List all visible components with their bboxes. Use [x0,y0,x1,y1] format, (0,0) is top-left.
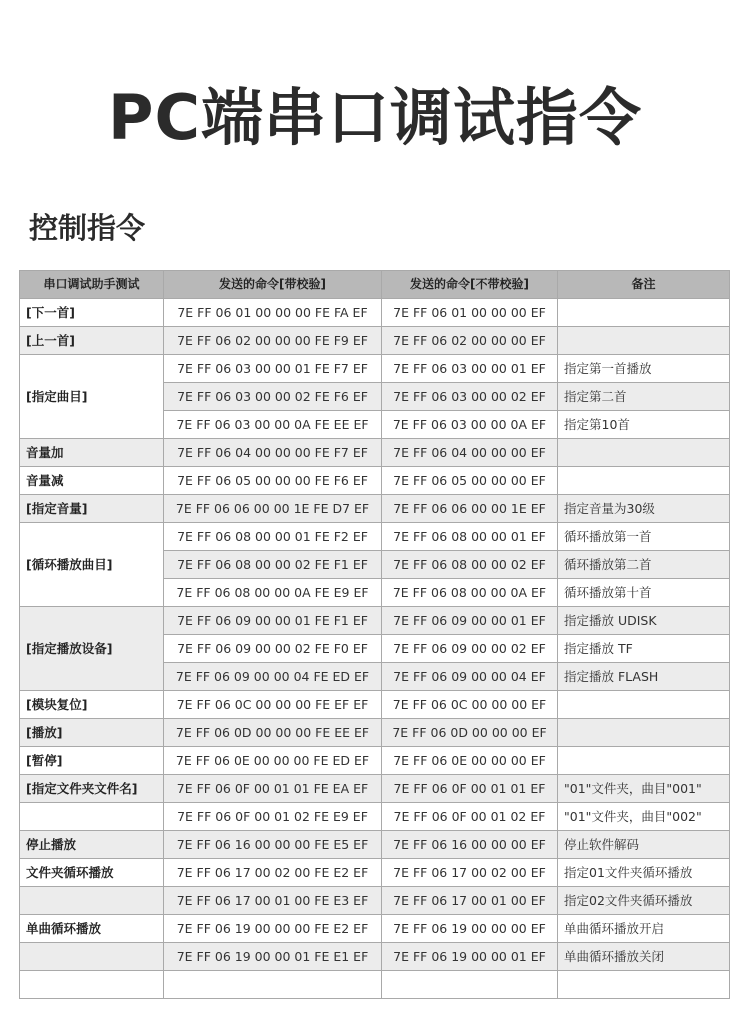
note-cell: 指定音量为30级 [558,495,730,523]
command-without-checksum-cell: 7E FF 06 03 00 00 0A EF [382,411,558,439]
note-cell [558,719,730,747]
table-row [20,355,730,383]
command-with-checksum-cell: 7E FF 06 09 00 00 04 FE ED EF [164,663,382,691]
command-without-checksum-cell [382,971,558,999]
command-without-checksum-cell: 7E FF 06 02 00 00 00 EF [382,327,558,355]
command-without-checksum-cell: 7E FF 06 03 00 00 02 EF [382,383,558,411]
note-cell [558,971,730,999]
table-row [20,747,730,775]
table-row [20,495,730,523]
command-with-checksum-cell: 7E FF 06 19 00 00 01 FE E1 EF [164,943,382,971]
table-row [20,299,730,327]
table-row [20,887,730,915]
command-with-checksum-cell: 7E FF 06 17 00 01 00 FE E3 EF [164,887,382,915]
command-name-cell: 停止播放 [20,831,164,859]
command-without-checksum-cell: 7E FF 06 08 00 00 0A EF [382,579,558,607]
column-header-note: 备注 [558,271,730,299]
column-header-without-checksum: 发送的命令[不带校验] [382,271,558,299]
command-without-checksum-cell: 7E FF 06 0F 00 01 02 EF [382,803,558,831]
command-with-checksum-cell [164,971,382,999]
table-row [20,523,730,551]
note-cell: 指定第10首 [558,411,730,439]
command-name-cell: 文件夹循环播放 [20,859,164,887]
command-name-cell: [下一首] [20,299,164,327]
command-name-cell: [指定播放设备] [20,607,164,691]
table-row [20,859,730,887]
table-row [20,467,730,495]
command-with-checksum-cell: 7E FF 06 03 00 00 0A FE EE EF [164,411,382,439]
table-row [20,607,730,635]
note-cell: 循环播放第一首 [558,523,730,551]
note-cell: 单曲循环播放关闭 [558,943,730,971]
command-without-checksum-cell: 7E FF 06 08 00 00 02 EF [382,551,558,579]
command-with-checksum-cell: 7E FF 06 04 00 00 00 FE F7 EF [164,439,382,467]
command-without-checksum-cell: 7E FF 06 0F 00 01 01 EF [382,775,558,803]
table-row [20,439,730,467]
command-with-checksum-cell: 7E FF 06 09 00 00 01 FE F1 EF [164,607,382,635]
command-name-cell: 音量加 [20,439,164,467]
note-cell [558,747,730,775]
table-row [20,803,730,831]
command-name-cell: [循环播放曲目] [20,523,164,607]
command-with-checksum-cell: 7E FF 06 03 00 00 02 FE F6 EF [164,383,382,411]
command-name-cell [20,971,164,999]
command-without-checksum-cell: 7E FF 06 09 00 00 04 EF [382,663,558,691]
command-with-checksum-cell: 7E FF 06 0D 00 00 00 FE EE EF [164,719,382,747]
command-without-checksum-cell: 7E FF 06 16 00 00 00 EF [382,831,558,859]
command-with-checksum-cell: 7E FF 06 0F 00 01 01 FE EA EF [164,775,382,803]
note-cell: 指定第一首播放 [558,355,730,383]
command-name-cell: [模块复位] [20,691,164,719]
command-without-checksum-cell: 7E FF 06 19 00 00 00 EF [382,915,558,943]
command-name-cell: [指定文件夹文件名] [20,775,164,803]
table-row [20,915,730,943]
command-without-checksum-cell: 7E FF 06 05 00 00 00 EF [382,467,558,495]
command-name-cell: [指定音量] [20,495,164,523]
command-with-checksum-cell: 7E FF 06 06 00 00 1E FE D7 EF [164,495,382,523]
command-without-checksum-cell: 7E FF 06 0C 00 00 00 EF [382,691,558,719]
note-cell: 指定第二首 [558,383,730,411]
command-without-checksum-cell: 7E FF 06 17 00 01 00 EF [382,887,558,915]
note-cell [558,439,730,467]
command-with-checksum-cell: 7E FF 06 17 00 02 00 FE E2 EF [164,859,382,887]
command-without-checksum-cell: 7E FF 06 17 00 02 00 EF [382,859,558,887]
command-name-cell: 单曲循环播放 [20,915,164,943]
command-with-checksum-cell: 7E FF 06 0E 00 00 00 FE ED EF [164,747,382,775]
note-cell [558,299,730,327]
column-header-with-checksum: 发送的命令[带校验] [164,271,382,299]
command-name-cell: [暂停] [20,747,164,775]
command-with-checksum-cell: 7E FF 06 09 00 00 02 FE F0 EF [164,635,382,663]
note-cell: 指定播放 FLASH [558,663,730,691]
command-with-checksum-cell: 7E FF 06 08 00 00 02 FE F1 EF [164,551,382,579]
table-header-row [20,271,730,299]
note-cell: 循环播放第十首 [558,579,730,607]
note-cell: "01"文件夹，曲目"001" [558,775,730,803]
note-cell: 指定播放 TF [558,635,730,663]
command-name-cell [20,887,164,915]
command-with-checksum-cell: 7E FF 06 08 00 00 0A FE E9 EF [164,579,382,607]
command-with-checksum-cell: 7E FF 06 0C 00 00 00 FE EF EF [164,691,382,719]
note-cell [558,467,730,495]
command-without-checksum-cell: 7E FF 06 06 00 00 1E EF [382,495,558,523]
command-with-checksum-cell: 7E FF 06 03 00 00 01 FE F7 EF [164,355,382,383]
table-row [20,971,730,999]
note-cell: "01"文件夹，曲目"002" [558,803,730,831]
command-without-checksum-cell: 7E FF 06 09 00 00 02 EF [382,635,558,663]
command-name-cell [20,803,164,831]
command-without-checksum-cell: 7E FF 06 0D 00 00 00 EF [382,719,558,747]
command-name-cell: [上一首] [20,327,164,355]
command-without-checksum-cell: 7E FF 06 19 00 00 01 EF [382,943,558,971]
command-with-checksum-cell: 7E FF 06 02 00 00 00 FE F9 EF [164,327,382,355]
table-row [20,327,730,355]
note-cell: 指定播放 UDISK [558,607,730,635]
page-title: PC端串口调试指令 [108,81,642,154]
command-name-cell: 音量减 [20,467,164,495]
command-with-checksum-cell: 7E FF 06 05 00 00 00 FE F6 EF [164,467,382,495]
note-cell [558,327,730,355]
command-with-checksum-cell: 7E FF 06 0F 00 01 02 FE E9 EF [164,803,382,831]
command-with-checksum-cell: 7E FF 06 01 00 00 00 FE FA EF [164,299,382,327]
table-row [20,775,730,803]
note-cell: 循环播放第二首 [558,551,730,579]
table-row [20,831,730,859]
section-title: 控制指令 [29,211,146,245]
note-cell: 停止软件解码 [558,831,730,859]
command-without-checksum-cell: 7E FF 06 08 00 00 01 EF [382,523,558,551]
command-without-checksum-cell: 7E FF 06 01 00 00 00 EF [382,299,558,327]
note-cell: 指定02文件夹循环播放 [558,887,730,915]
command-without-checksum-cell: 7E FF 06 03 00 00 01 EF [382,355,558,383]
note-cell [558,691,730,719]
command-without-checksum-cell: 7E FF 06 09 00 00 01 EF [382,607,558,635]
command-name-cell: [指定曲目] [20,355,164,439]
command-name-cell [20,943,164,971]
command-without-checksum-cell: 7E FF 06 0E 00 00 00 EF [382,747,558,775]
note-cell: 单曲循环播放开启 [558,915,730,943]
note-cell: 指定01文件夹循环播放 [558,859,730,887]
command-without-checksum-cell: 7E FF 06 04 00 00 00 EF [382,439,558,467]
table-body [20,299,730,999]
table-row [20,691,730,719]
command-with-checksum-cell: 7E FF 06 19 00 00 00 FE E2 EF [164,915,382,943]
command-with-checksum-cell: 7E FF 06 08 00 00 01 FE F2 EF [164,523,382,551]
table-row [20,719,730,747]
command-with-checksum-cell: 7E FF 06 16 00 00 00 FE E5 EF [164,831,382,859]
command-table [19,270,730,999]
table-row [20,943,730,971]
column-header-test: 串口调试助手测试 [20,271,164,299]
command-name-cell: [播放] [20,719,164,747]
